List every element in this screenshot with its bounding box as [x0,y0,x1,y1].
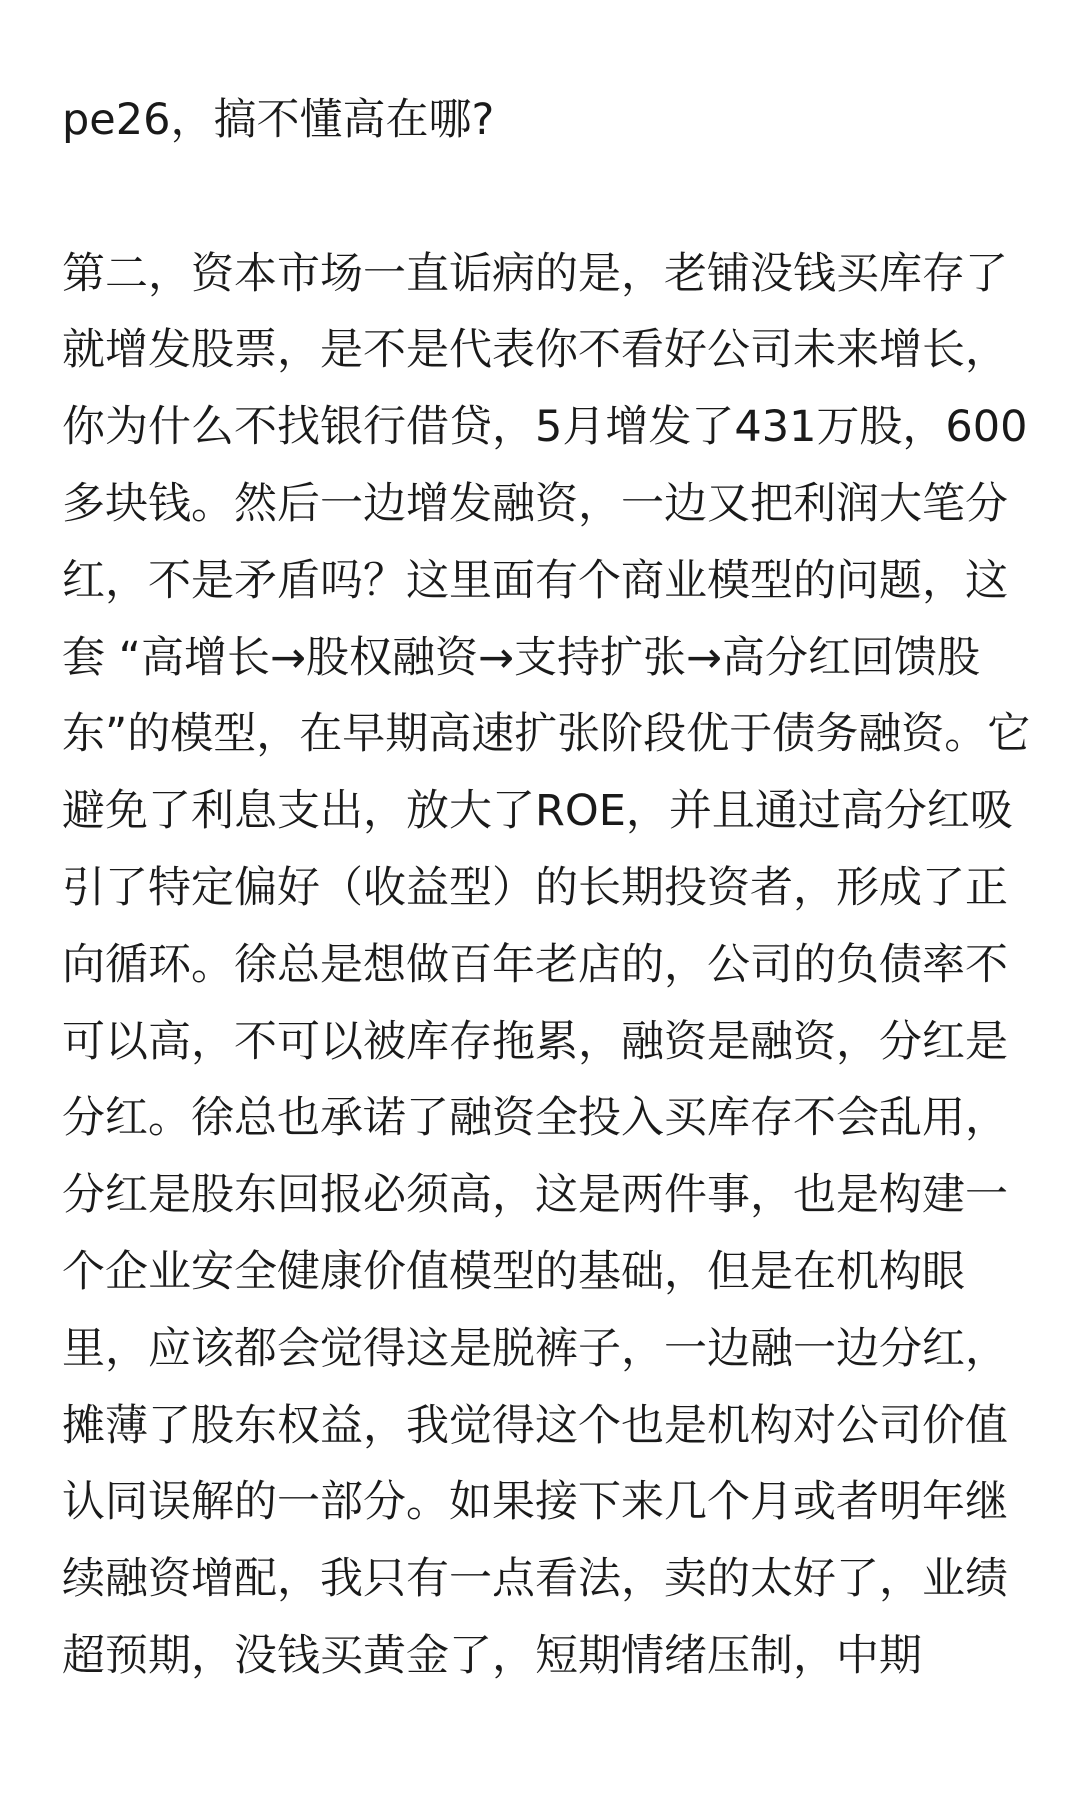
article-body [62,82,1032,1695]
paragraph-intro: pe26，搞不懂高在哪? [62,95,495,145]
paragraph-main: 第二，资本市场一直诟病的是，老铺没钱买库存了就增发股票，是不是代表你不看好公司未来增长，你为什么不找银行借贷，5月增发了431万股，600多块钱。然后一边增发融资，一边又把利润大笔分红，不是矛盾吗？这里面有个商业模型的问题，这套 “高增长→股权融资→支持扩张→高分红回馈股东”的模型，在早期高速扩张阶段优于债务融资。它避免了利息支出，放大了ROE，并且通过高分红吸引了特定偏好（收益型）的长期投资者，形成了正向循环。徐总是想做百年老店的，公司的负债率不可以高，不可以被库存拖累，融资是融资，分红是分红。徐总也承诺了融资全投入买库存不会乱用，分红是股东回报必须高，这是两件事，也是构建一个企业安全健康价值模型的基础，但是在机构眼里，应该都会觉得这是脱裤子，一边融一边分红，摊薄了股东权益，我觉得这个也是机构对公司价值认同误解的一部分。如果接下来几个月或者明年继续融资增配，我只有一点看法，卖的太好了，业绩超预期，没钱买黄金了，短期情绪压制，中期 [62,248,1031,1681]
